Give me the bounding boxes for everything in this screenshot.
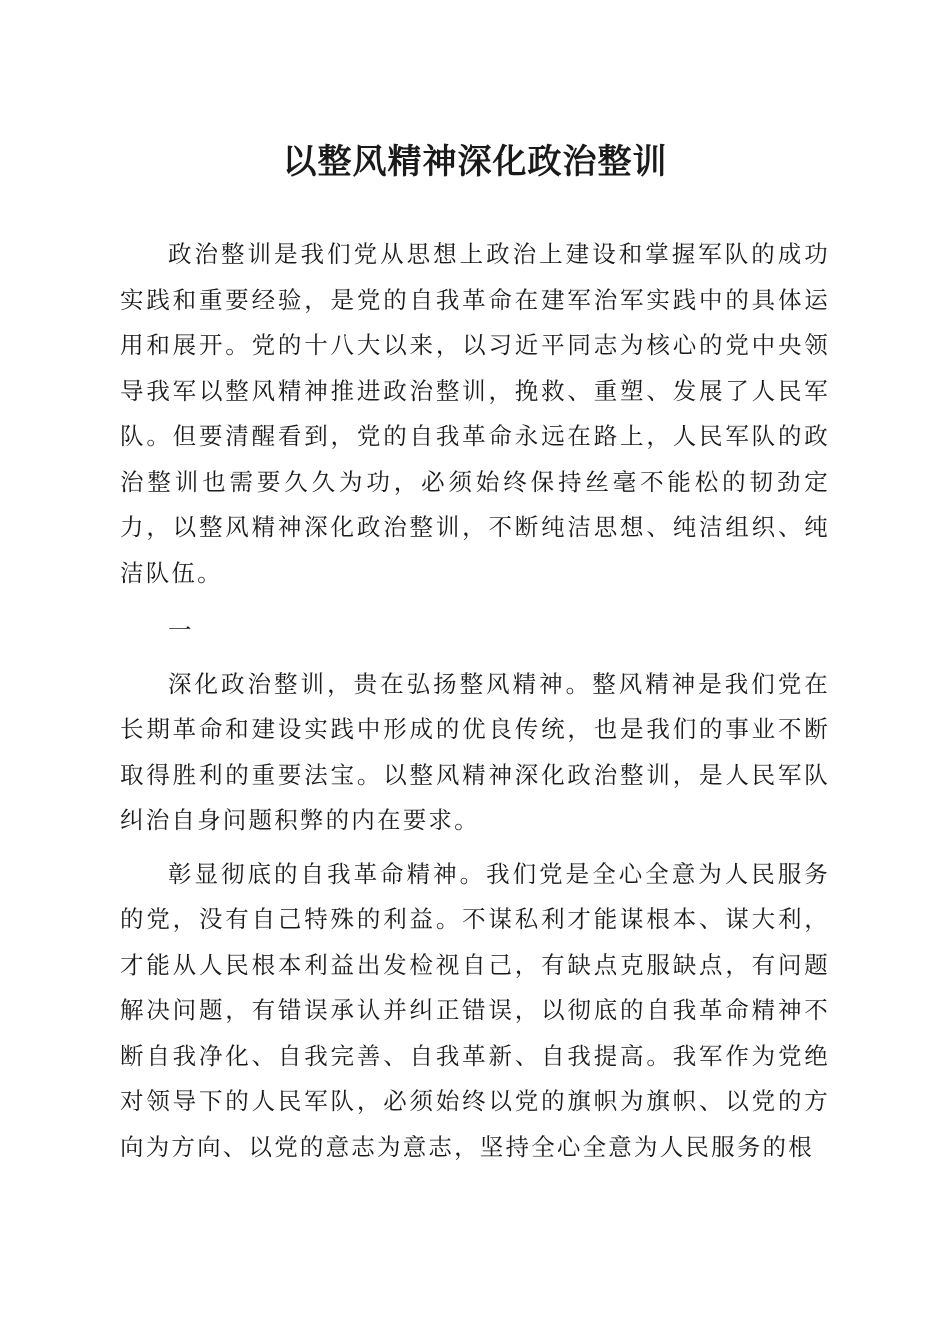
document-body (120, 232, 830, 1170)
paragraph-self-revolution: 彰显彻底的自我革命精神。我们党是全心全意为人民服务的党，没有自己特殊的利益。不谋私利才能谋根本、谋大利，才能从人民根本利益出发检视自己，有缺点克服缺点，有问题解决问题，有错误承认并纠正错误，以彻底的自我革命精神不断自我净化、自我完善、自我革新、自我提高。我军作为党绝对领导下的人民军队，必须始终以党的旗帜为旗帜、以党的方向为方向、以党的意志为意志，坚持全心全意为人民服务的根 (120, 859, 830, 1161)
paragraph-intro: 政治整训是我们党从思想上政治上建设和掌握军队的成功实践和重要经验，是党的自我革命在建军治军实践中的具体运用和展开。党的十八大以来，以习近平同志为核心的党中央领导我军以整风精神推进政治整训，挽救、重塑、发展了人民军队。但要清醒看到，党的自我革命永远在路上，人民军队的政治整训也需要久久为功，必须始终保持丝毫不能松的韧劲定力，以整风精神深化政治整训，不断纯洁思想、纯洁组织、纯洁队伍。 (120, 240, 830, 587)
paragraph-section-one: 深化政治整训，贵在弘扬整风精神。整风精神是我们党在长期革命和建设实践中形成的优良传统，也是我们的事业不断取得胜利的重要法宝。以整风精神深化政治整训，是人民军队纠治自身问题积弊的内在要求。 (120, 669, 830, 834)
section-number-one: 一 (168, 616, 192, 644)
document-title: 以整风精神深化政治整训 (282, 142, 668, 182)
